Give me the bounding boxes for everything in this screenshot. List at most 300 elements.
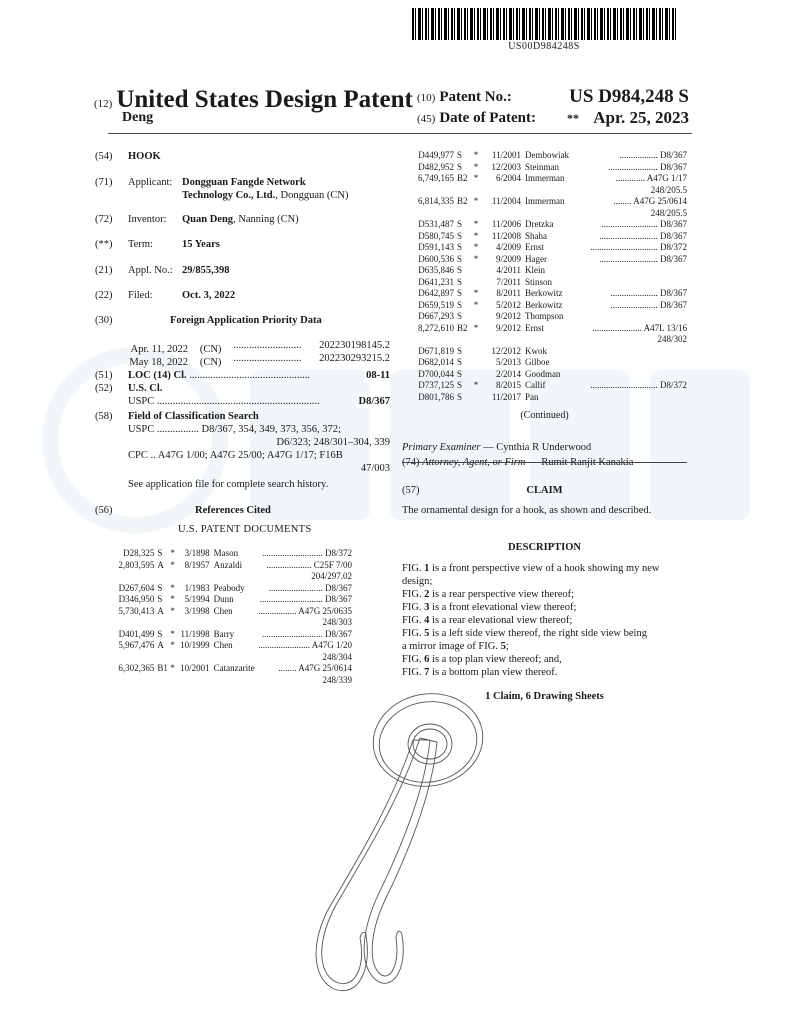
reference-number: D531,487 <box>418 219 454 229</box>
reference-class: ................. A47G 25/0635 <box>258 605 352 616</box>
priority-number: 202230293215.2 <box>319 353 390 364</box>
reference-name: Barry <box>213 628 235 639</box>
reference-class: ..................... D8/367 <box>610 299 687 310</box>
reference-cited-by-examiner: * <box>473 322 479 333</box>
reference-date: 11/2006 <box>491 219 521 229</box>
reference-number: D482,952 <box>418 161 454 172</box>
design-title: HOOK <box>128 151 161 162</box>
reference-date: 3/1898 <box>184 548 210 558</box>
reference-number: D635,846 <box>418 265 454 275</box>
attorney-label: Attorney, Agent, or Firm <box>422 457 526 468</box>
reference-date: 12/2003 <box>491 161 521 172</box>
reference-row <box>112 640 352 652</box>
code-45: (45) <box>417 113 436 125</box>
description-text: is a rear perspective view thereof; <box>429 589 575 600</box>
date-label: Date of Patent: <box>439 110 536 126</box>
reference-class: .......................... D8/367 <box>599 253 687 264</box>
description-line <box>402 627 692 640</box>
reference-class-continued: 248/205.5 <box>650 207 687 218</box>
reference-date: 10/1999 <box>180 640 210 650</box>
reference-date: 8/2011 <box>496 288 521 298</box>
reference-name: Callif <box>525 380 546 390</box>
reference-cited-by-examiner: * <box>170 663 175 673</box>
reference-class-continued: 248/303 <box>322 617 352 627</box>
field-22-code: (22) <box>95 290 113 301</box>
reference-date: 9/2009 <box>495 253 521 264</box>
reference-cited-by-examiner: * <box>473 173 479 183</box>
reference-number: D591,143 <box>418 242 454 252</box>
priority-country: (CN) <box>199 357 222 368</box>
description-line <box>402 588 692 601</box>
description-line <box>402 666 692 679</box>
field-30-code: (30) <box>95 315 113 326</box>
reference-class: ............. A47G 1/17 <box>615 173 687 183</box>
reference-date: 1/1983 <box>184 582 210 593</box>
reference-name: Immerman <box>525 196 565 206</box>
filed-label: Filed: <box>128 290 153 301</box>
description-text: is a bottom plan view thereof. <box>429 667 558 678</box>
applicant-line2 <box>182 189 348 202</box>
reference-name: Kwok <box>525 345 547 356</box>
reference-kind: S <box>457 276 463 287</box>
reference-kind: A <box>157 640 164 650</box>
reference-kind: S <box>157 582 163 593</box>
loc-class-label: LOC (14) Cl. <box>128 370 187 381</box>
reference-kind: B2 <box>457 173 468 183</box>
uspc-line <box>128 395 390 408</box>
reference-kind: S <box>457 265 463 275</box>
reference-cited-by-examiner: * <box>170 628 175 639</box>
reference-cited-by-examiner: * <box>170 640 175 650</box>
barcode-text: US00D984248S <box>508 41 580 52</box>
reference-class: ........ A47G 25/0614 <box>613 196 687 206</box>
figure-number: 2 <box>424 589 430 600</box>
reference-number: D267,604 <box>118 582 155 593</box>
reference-date: 11/2008 <box>491 230 521 241</box>
reference-name: Dretzka <box>525 219 554 229</box>
reference-cited-by-examiner: * <box>473 161 479 172</box>
reference-number: 6,814,335 <box>418 196 454 206</box>
inventor-surname: Deng <box>122 110 154 125</box>
reference-number: 2,803,595 <box>118 559 155 570</box>
reference-class: ...................... D8/367 <box>608 161 687 172</box>
reference-row <box>402 196 687 208</box>
reference-row <box>402 392 687 404</box>
code-10: (10) <box>417 92 436 104</box>
reference-cited-by-examiner: * <box>170 559 175 570</box>
reference-class: ..................... D8/367 <box>610 288 687 298</box>
reference-date: 9/2012 <box>495 311 521 321</box>
reference-row <box>402 173 687 185</box>
applicant-location: , Dongguan (CN) <box>275 190 349 201</box>
reference-class-continued: 248/302 <box>657 334 687 344</box>
reference-kind: S <box>457 357 463 367</box>
reference-number: D401,499 <box>118 628 155 639</box>
description-heading: DESCRIPTION <box>508 542 581 553</box>
applicant-line1: Dongguan Fangde Network <box>182 177 306 188</box>
reference-kind: B2 <box>457 322 468 333</box>
header-divider <box>108 133 692 134</box>
priority-dots: .......................... <box>233 340 302 351</box>
reference-class: ....................... A47G 1/20 <box>258 640 352 650</box>
reference-row <box>402 219 687 231</box>
reference-date: 3/1998 <box>184 605 210 616</box>
applicant-company: Technology Co., Ltd. <box>182 190 276 201</box>
reference-date: 5/2012 <box>495 299 521 310</box>
reference-class <box>575 357 687 369</box>
reference-name: Dunn <box>213 594 234 604</box>
reference-number: D801,786 <box>418 391 454 402</box>
description-prefix: FIG. <box>402 602 425 613</box>
reference-class <box>575 265 687 277</box>
description-prefix: FIG. <box>402 563 425 574</box>
description-line <box>402 562 692 575</box>
reference-name: Pan <box>525 391 539 402</box>
reference-class: .......................... D8/367 <box>599 230 687 241</box>
reference-kind: S <box>157 594 163 604</box>
description-text: ; <box>505 641 509 652</box>
description-prefix: FIG. <box>402 654 425 665</box>
reference-kind: S <box>457 299 463 310</box>
reference-cited-by-examiner: * <box>473 253 479 264</box>
reference-name: Steinman <box>525 161 559 172</box>
reference-number: D28,325 <box>123 548 155 558</box>
reference-date: 5/2013 <box>495 357 521 367</box>
right-references-table <box>402 150 687 403</box>
description-prefix: FIG. <box>402 667 425 678</box>
figure-number: 6 <box>424 654 430 665</box>
description-prefix: FIG. <box>402 628 425 639</box>
reference-date: 9/2012 <box>495 322 521 333</box>
reference-number: 8,272,610 <box>418 322 454 333</box>
reference-row <box>402 277 687 289</box>
description-line <box>402 640 692 653</box>
reference-name: Dembowiak <box>525 150 569 160</box>
priority-date: Apr. 11, 2022 <box>130 344 188 355</box>
filed-value: Oct. 3, 2022 <box>182 290 236 301</box>
reference-name: Mason <box>213 548 239 558</box>
reference-class: .............................. D8/372 <box>590 242 687 252</box>
reference-class-continued: 248/304 <box>322 651 352 662</box>
reference-row <box>402 288 687 300</box>
loc-class-line <box>128 369 390 382</box>
reference-row <box>402 380 687 392</box>
reference-cited-by-examiner: * <box>170 548 175 558</box>
reference-row <box>402 208 687 220</box>
claim-divider <box>402 462 687 463</box>
reference-date: 11/2017 <box>491 391 521 402</box>
reference-kind: S <box>457 242 463 252</box>
reference-name: Ernst <box>525 322 544 333</box>
reference-date: 6/2004 <box>495 173 521 183</box>
date-value: Apr. 25, 2023 <box>593 108 689 127</box>
reference-row <box>402 369 687 381</box>
reference-date: 11/2004 <box>491 196 521 206</box>
reference-class: ........................ D8/367 <box>268 582 352 593</box>
reference-number: 6,749,165 <box>418 173 454 183</box>
description-line <box>402 614 692 627</box>
reference-number: D642,897 <box>418 288 454 298</box>
reference-name: Hager <box>525 253 547 264</box>
claim-code: (57) <box>402 485 420 496</box>
reference-date: 11/1998 <box>180 628 210 639</box>
barcode <box>412 8 676 40</box>
attorney-name: — Rumit Ranjit Kanakia <box>525 457 634 468</box>
examiner-name: — Cynthia R Underwood <box>480 442 592 453</box>
figure-number: 3 <box>424 602 430 613</box>
claim-heading: CLAIM <box>526 485 563 496</box>
code-12: (12) <box>94 98 113 110</box>
reference-row <box>112 594 352 606</box>
reference-cited-by-examiner: * <box>473 196 479 206</box>
description-body <box>402 562 692 679</box>
reference-row <box>402 162 687 174</box>
reference-row <box>112 629 352 641</box>
reference-number: 6,302,365 <box>118 663 155 673</box>
examiner-line <box>402 441 591 454</box>
reference-class: ........ A47G 25/0614 <box>278 663 352 673</box>
term-label: Term: <box>128 239 153 250</box>
reference-name: Shaha <box>525 230 547 241</box>
reference-number: D449,977 <box>418 150 454 160</box>
reference-cited-by-examiner: * <box>473 299 479 310</box>
search-uspc-cont: D6/323; 248/301–304, 339 <box>276 437 390 448</box>
reference-cited-by-examiner <box>471 346 481 358</box>
reference-class-continued: 204/297.02 <box>311 571 352 581</box>
reference-row <box>402 323 687 335</box>
reference-row <box>402 242 687 254</box>
search-history-note: See application file for complete search history. <box>128 479 329 490</box>
reference-row <box>112 606 352 618</box>
reference-row <box>112 663 352 675</box>
reference-class <box>575 311 687 323</box>
priority-row <box>100 352 390 369</box>
reference-cited-by-examiner <box>471 369 481 381</box>
reference-kind: S <box>457 368 463 379</box>
description-text: is a left side view thereof, the right side view being <box>429 628 647 639</box>
patent-no-label: Patent No.: <box>439 89 512 105</box>
attorney-code: (74) <box>402 457 420 468</box>
loc-class-value: 08-11 <box>366 370 390 381</box>
search-cpc-line: CPC .. A47G 1/00; A47G 25/00; A47G 1/17; F16B <box>128 450 343 461</box>
reference-row <box>112 583 352 595</box>
priority-dots: .......................... <box>233 353 302 364</box>
reference-name: Immerman <box>525 173 565 183</box>
reference-date: 2/2014 <box>495 368 521 379</box>
reference-kind: S <box>457 380 463 390</box>
inventor-label: Inventor: <box>128 214 167 225</box>
patent-no-value: US D984,248 S <box>569 86 689 107</box>
inventor-name: Quan Deng <box>182 214 234 225</box>
date-of-patent-line <box>417 109 689 127</box>
reference-number: D600,536 <box>418 253 454 264</box>
reference-cited-by-examiner: * <box>473 230 479 241</box>
reference-cited-by-examiner: * <box>170 582 175 593</box>
figure-number: 7 <box>424 667 430 678</box>
reference-row <box>402 334 687 346</box>
uspc-dots: .............................................................. <box>156 396 320 407</box>
reference-name: Chen <box>213 605 233 616</box>
reference-cited-by-examiner: * <box>473 219 479 229</box>
reference-number: D737,125 <box>418 380 454 390</box>
reference-row <box>402 254 687 266</box>
references-heading: References Cited <box>195 505 271 516</box>
uspc-label: USPC <box>128 396 155 407</box>
description-prefix: FIG. <box>402 589 425 600</box>
reference-row <box>112 560 352 572</box>
reference-kind: B1 <box>157 663 168 673</box>
reference-cited-by-examiner <box>471 277 481 289</box>
reference-class <box>575 277 687 289</box>
field-21-code: (21) <box>95 265 113 276</box>
claims-summary: 1 Claim, 6 Drawing Sheets <box>485 691 604 702</box>
field-51-code: (51) <box>95 370 113 381</box>
reference-class <box>575 392 687 404</box>
field-54-code: (54) <box>95 151 113 162</box>
reference-kind: S <box>457 219 463 229</box>
reference-name: Berkowitz <box>525 299 563 310</box>
reference-date: 8/2015 <box>495 380 521 390</box>
reference-row <box>112 652 352 664</box>
reference-kind: A <box>157 559 164 570</box>
reference-number: D671,819 <box>418 345 454 356</box>
reference-class: .............................. D8/372 <box>590 380 687 390</box>
description-line <box>402 601 692 614</box>
reference-name: Anzaldi <box>213 559 243 570</box>
reference-number: D682,014 <box>418 357 454 367</box>
date-stars: ** <box>567 111 579 125</box>
reference-class-continued: 248/339 <box>322 674 352 685</box>
reference-name: Gilboe <box>525 357 550 367</box>
reference-class-continued: 248/205.5 <box>650 184 687 195</box>
field-71-code: (71) <box>95 177 113 188</box>
reference-date: 8/1957 <box>184 559 210 570</box>
reference-cited-by-examiner: * <box>473 380 479 390</box>
reference-name: Berkowitz <box>525 288 563 298</box>
reference-row <box>402 346 687 358</box>
reference-name: Stinson <box>525 276 553 287</box>
reference-row <box>112 571 352 583</box>
reference-class: .................... C25F 7/00 <box>266 559 352 570</box>
reference-kind: S <box>457 288 463 298</box>
description-text: is a front perspective view of a hook showing my new <box>429 563 660 574</box>
reference-number: D346,950 <box>118 594 155 604</box>
appl-no-label: Appl. No.: <box>128 265 173 276</box>
reference-kind: S <box>457 391 463 402</box>
reference-name: Catanzarite <box>213 663 255 673</box>
description-prefix: a mirror image of FIG. <box>402 641 501 652</box>
inventor-location: , Nanning (CN) <box>233 214 299 225</box>
reference-number: 5,967,476 <box>118 640 155 650</box>
left-references-table <box>112 548 352 686</box>
reference-row <box>112 548 352 560</box>
search-uspc-line: USPC ................ D8/367, 354, 349, 373, 356, 372; <box>128 424 341 435</box>
reference-kind: B2 <box>457 196 468 206</box>
reference-kind: S <box>457 230 463 241</box>
reference-name: Chen <box>213 640 233 650</box>
reference-number: D667,293 <box>418 311 454 321</box>
field-52-code: (52) <box>95 383 113 394</box>
us-patent-docs-heading: U.S. PATENT DOCUMENTS <box>178 524 312 535</box>
reference-date: 5/1994 <box>184 594 210 604</box>
reference-date: 12/2012 <box>491 345 521 356</box>
reference-cited-by-examiner <box>471 357 481 369</box>
reference-row <box>402 185 687 197</box>
description-text: is a top plan view thereof; and, <box>429 654 562 665</box>
applicant-label: Applicant: <box>128 177 173 188</box>
reference-name: Ernst <box>525 242 544 252</box>
figure-number: 5 <box>424 628 430 639</box>
continued-note: (Continued) <box>520 410 569 421</box>
term-value: 15 Years <box>182 239 220 250</box>
reference-name: Thompson <box>525 311 564 321</box>
description-line <box>402 653 692 666</box>
field-72-code: (72) <box>95 214 113 225</box>
reference-name: Goodman <box>525 368 561 379</box>
reference-class: ......................... D8/367 <box>601 219 687 229</box>
us-class-label: U.S. Cl. <box>128 383 163 394</box>
examiner-label: Primary Examiner <box>402 442 481 453</box>
reference-kind: A <box>157 605 164 616</box>
reference-class <box>575 369 687 381</box>
hook-drawing <box>280 680 520 1010</box>
reference-row <box>402 311 687 323</box>
reference-number: D700,044 <box>418 368 454 379</box>
reference-name: Klein <box>525 265 545 275</box>
reference-kind: S <box>157 628 163 639</box>
reference-date: 10/2001 <box>180 663 210 673</box>
priority-country: (CN) <box>199 344 222 355</box>
reference-date: 4/2011 <box>496 265 521 275</box>
appl-no-value: 29/855,398 <box>182 265 230 276</box>
figure-number: 5 <box>500 641 506 652</box>
reference-number: D641,231 <box>418 276 454 287</box>
description-text: is a front elevational view thereof; <box>429 602 577 613</box>
description-text: is a rear elevational view thereof; <box>429 615 573 626</box>
reference-kind: S <box>457 253 463 264</box>
patent-number-line <box>417 88 689 106</box>
reference-row <box>402 265 687 277</box>
search-cpc-cont: 47/003 <box>360 463 390 474</box>
reference-cited-by-examiner: * <box>473 242 479 252</box>
reference-row <box>402 357 687 369</box>
description-line <box>402 575 692 588</box>
reference-row <box>402 231 687 243</box>
priority-date: May 18, 2022 <box>129 357 188 368</box>
reference-class: ........................... D8/372 <box>262 548 352 558</box>
priority-heading: Foreign Application Priority Data <box>170 315 322 326</box>
figure-number: 1 <box>424 563 430 574</box>
reference-date: 11/2001 <box>491 150 521 160</box>
reference-kind: S <box>157 548 163 558</box>
reference-class: ........................... D8/367 <box>262 628 352 639</box>
reference-kind: S <box>457 161 463 172</box>
patent-title: United States Design Patent <box>116 86 413 113</box>
description-prefix: FIG. <box>402 615 425 626</box>
figure-number: 4 <box>424 615 430 626</box>
inventor-value <box>182 213 299 226</box>
reference-cited-by-examiner: * <box>170 594 175 604</box>
reference-cited-by-examiner: * <box>170 605 175 616</box>
priority-number: 202230198145.2 <box>319 340 390 351</box>
reference-number: 5,730,413 <box>118 605 155 616</box>
reference-cited-by-examiner <box>471 311 481 323</box>
reference-row <box>112 617 352 629</box>
reference-number: D659,519 <box>418 299 454 310</box>
reference-date: 7/2011 <box>496 276 521 287</box>
field-58-code: (58) <box>95 411 113 422</box>
reference-cited-by-examiner: * <box>473 150 479 160</box>
